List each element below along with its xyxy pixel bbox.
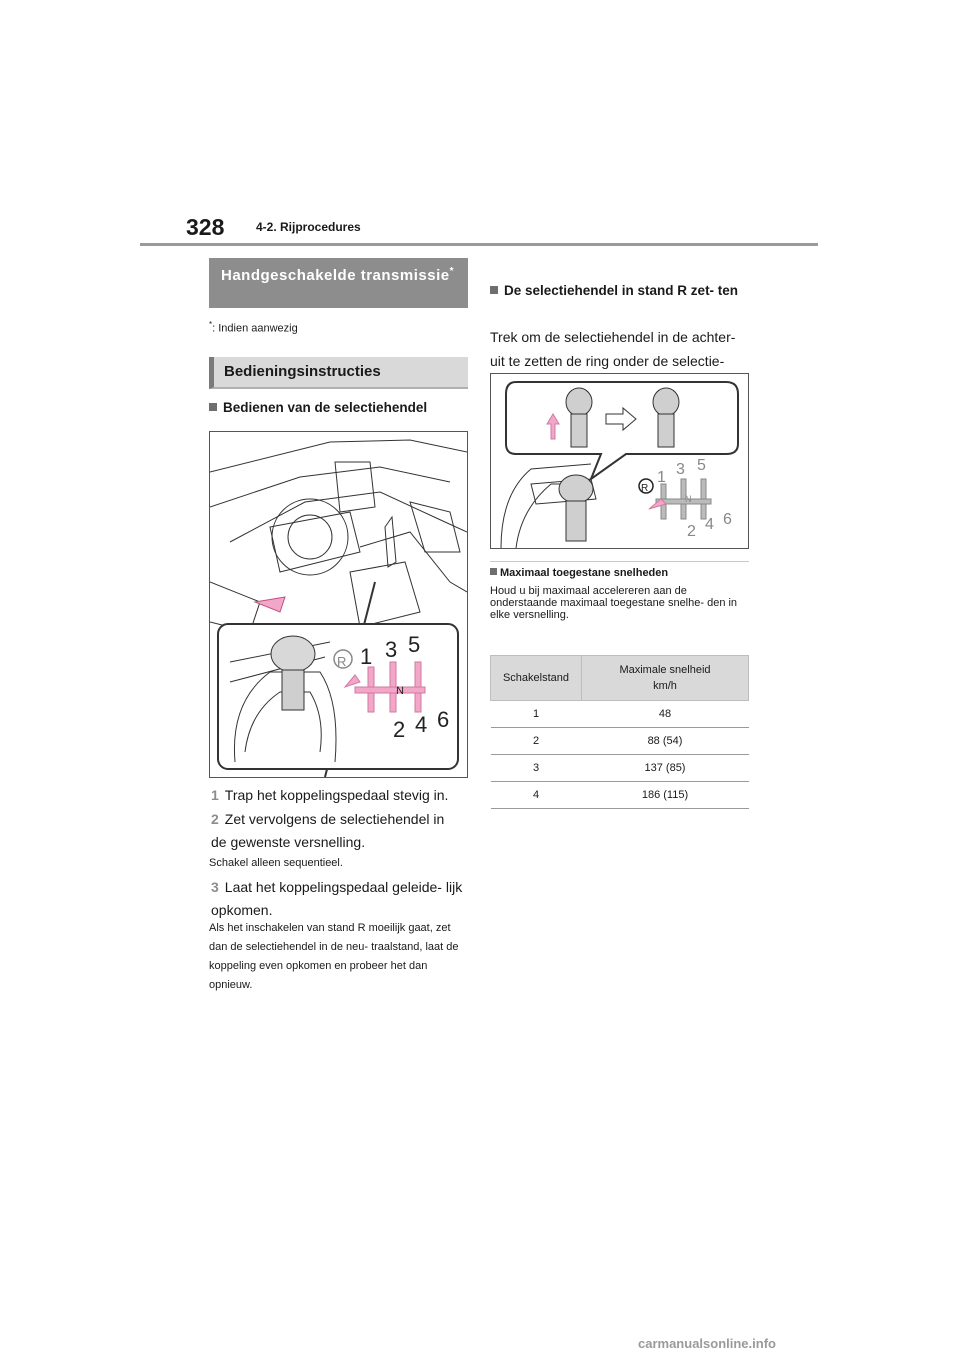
page-number: 328	[186, 214, 225, 240]
speed-cell: 88 (54)	[582, 728, 749, 755]
speed-cell: 186 (115)	[582, 782, 749, 809]
speed-cell: 48	[582, 701, 749, 728]
reverse-instructions: Trek om de selectiehendel in de achter- uit te zetten de ring onder de selectie-	[490, 329, 736, 369]
table-row	[491, 701, 749, 728]
gear-label-5: 5	[408, 632, 421, 657]
gear-label-2: 2	[687, 523, 696, 540]
square-bullet-icon	[490, 568, 497, 575]
speeds-heading	[490, 567, 668, 579]
gear-cell: 1	[491, 701, 582, 728]
step-1	[211, 784, 471, 807]
square-bullet-icon	[490, 286, 498, 294]
gear-label-1: 1	[657, 469, 666, 486]
chapter-title: 4-2. Rijprocedures	[256, 220, 361, 234]
bullet-heading-left-text: Bedienen van de selectiehendel	[223, 400, 428, 415]
gear-label-4: 4	[415, 712, 428, 737]
header-divider	[140, 243, 818, 246]
gear-label-6: 6	[437, 707, 450, 732]
square-bullet-icon	[209, 403, 217, 411]
gear-label-n: N	[685, 494, 692, 504]
step-3-number: 3	[211, 879, 219, 895]
col-header-gear: Schakelstand	[491, 656, 582, 701]
step-3-text: Laat het koppelingspedaal geleide- lijk opkomen.	[211, 879, 463, 918]
gear-label-3: 3	[385, 637, 398, 662]
step-1-number: 1	[211, 787, 219, 803]
gear-label-1: 1	[360, 644, 373, 669]
bullet-heading-right	[490, 281, 745, 301]
subsection-title: Bedieningsinstructies	[209, 357, 468, 389]
table-row	[491, 755, 749, 782]
section-marker: *	[449, 266, 455, 277]
speeds-intro: Houd u bij maximaal accelereren aan de onderstaande maximaal toegestane snelhe- den in elke versnelling.	[490, 585, 738, 621]
section-divider	[490, 561, 749, 562]
footnote-marker: *	[209, 320, 213, 329]
footnote	[209, 320, 298, 335]
gear-label-5: 5	[697, 457, 706, 474]
gear-label-r: R	[641, 483, 649, 494]
step-2-number: 2	[211, 811, 219, 827]
footnote-text: : Indien aanwezig	[212, 322, 298, 335]
section-title: Handgeschakelde transmissie	[221, 267, 450, 284]
speed-cell: 137 (85)	[582, 755, 749, 782]
col-header-speed	[582, 656, 749, 701]
gear-label-n: N	[396, 685, 404, 697]
gear-label-2: 2	[393, 717, 406, 742]
bullet-heading-left	[209, 400, 427, 415]
max-speed-table	[490, 655, 749, 809]
col-header-speed-unit: km/h	[653, 680, 677, 692]
step-3	[211, 876, 463, 922]
gear-label-3: 3	[676, 461, 685, 478]
figure-reverse-ring	[490, 373, 749, 549]
step-1-text: Trap het koppelingspedaal stevig in.	[224, 787, 449, 803]
section-title-box	[209, 258, 468, 308]
step-2	[211, 808, 463, 854]
col-header-speed-line1: Maximale snelheid	[619, 664, 711, 676]
gear-cell: 2	[491, 728, 582, 755]
table-row	[491, 728, 749, 755]
note-reverse: Als het inschakelen van stand R moeilijk gaat, zet dan de selectiehendel in de neu- traalstand, laat de koppeling even opkomen en probeer het dan opnieuw.	[209, 922, 459, 991]
table-row	[491, 782, 749, 809]
gear-label-r: R	[337, 654, 347, 669]
note-sequential: Schakel alleen sequentieel.	[209, 857, 343, 869]
bullet-heading-right-text: De selectiehendel in stand R zet- ten	[504, 283, 739, 298]
speeds-heading-text: Maximaal toegestane snelheden	[500, 567, 669, 579]
gear-cell: 3	[491, 755, 582, 782]
step-2-text: Zet vervolgens de selectiehendel in de gewenste versnelling.	[211, 811, 445, 850]
reverse-ring-illustration	[491, 374, 748, 548]
gear-cell: 4	[491, 782, 582, 809]
gear-label-4: 4	[705, 516, 714, 533]
figure-gear-lever	[209, 431, 468, 778]
table-header-row	[491, 656, 749, 701]
watermark: carmanualsonline.info	[638, 1336, 776, 1351]
gear-lever-illustration	[210, 432, 467, 777]
gear-label-6: 6	[723, 511, 732, 528]
